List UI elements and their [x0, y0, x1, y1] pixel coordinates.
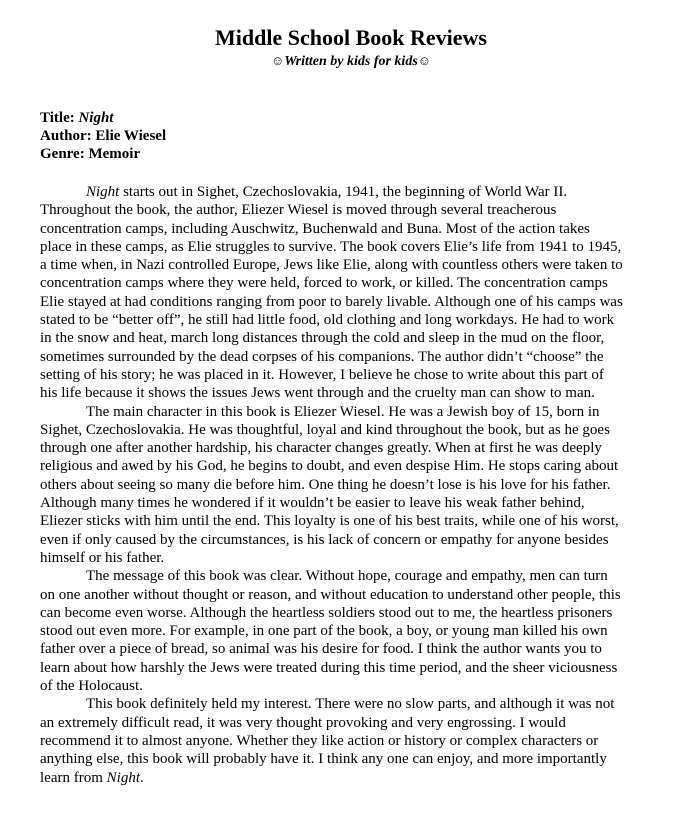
text-line: [40, 366, 666, 384]
book-info: [40, 109, 662, 163]
book-title-label: Title:: [40, 110, 75, 126]
line-text: recommend it to almost anyone. Whether they like action or history or complex characters or: [40, 732, 599, 749]
text-line: [40, 348, 666, 366]
book-author-value: Elie Wiesel: [95, 128, 167, 144]
text-line: [40, 384, 666, 402]
book-author-row: [40, 127, 662, 145]
line-text: The main character in this book is Eliezer Wiesel. He was a Jewish boy of 15, born in: [86, 403, 600, 420]
text-line: [40, 183, 666, 201]
text-line: [40, 256, 666, 274]
book-title-ref: Night: [106, 769, 140, 786]
line-text: starts out in Sighet, Czechoslovakia, 1941, the beginning of World War II.: [119, 184, 568, 200]
text-line: [40, 586, 666, 604]
line-text: Sighet, Czechoslovakia. He was thoughtful, loyal and kind throughout the book, but as he goes: [40, 421, 610, 438]
line-text: in the snow and heat, march long distances through the cold and sleep in the mud on the floor,: [40, 330, 605, 347]
subtitle-text: Written by kids for kids: [284, 54, 418, 69]
line-text: concentration camps where they were held, forced to work, or killed. The concentration camps: [40, 275, 608, 292]
line-text: Eliezer sticks with him until the end. This loyalty is one of his best traits, while one of his worst,: [40, 513, 619, 530]
text-line: [40, 329, 666, 347]
line-text: setting of his story; he was placed in it. However, I believe he chose to write about this part of: [40, 366, 604, 383]
text-line: [40, 274, 666, 292]
review-paragraph: [40, 567, 666, 695]
line-text: his life because it shows the issues Jews went through and the cruelty man can show to man.: [40, 385, 595, 402]
text-line: [40, 439, 666, 457]
text-line: [40, 695, 666, 713]
line-text: anything else, this book will probably have it. I think any one can enjoy, and more importantly: [40, 751, 607, 768]
text-line: [40, 714, 666, 732]
line-text: through one after another hardship, his character changes greatly. When at first he was deeply: [40, 440, 602, 457]
line-text: a time when, in Nazi controlled Europe, Jews like Elie, along with countless others were taken to: [40, 257, 623, 274]
book-genre-value: Memoir: [88, 146, 141, 162]
text-line: [40, 622, 666, 640]
line-text: others about seeing so many die before him. One thing he doesn’t lose is his love for his father.: [40, 476, 611, 493]
book-title-value: Night: [78, 110, 114, 126]
text-line: [40, 201, 666, 219]
line-text: The message of this book was clear. Without hope, courage and empathy, men can turn: [86, 568, 608, 585]
text-line: [40, 659, 666, 677]
review-paragraph: [40, 695, 666, 786]
smiley-icon: ☺: [270, 53, 285, 68]
text-line: [40, 293, 666, 311]
text-line: [40, 604, 666, 622]
line-text: Throughout the book, the author, Eliezer Wiesel is moved through several treacherous: [40, 202, 557, 219]
text-line: [40, 512, 666, 530]
smiley-icon: ☺: [417, 53, 432, 68]
text-line: [40, 220, 666, 238]
line-text: learn about how harshly the Jews were treated during this time period, and the sheer viciousness: [40, 659, 618, 676]
line-text: even if only caused by the circumstances, is his lack of concern or empathy for anyone besides: [40, 531, 609, 548]
page-title: Middle School Book Reviews: [215, 25, 487, 50]
review-paragraph: [40, 403, 666, 568]
line-text: religious and awed by his God, he begins to doubt, and even despise Him. He stops caring about: [40, 458, 619, 475]
line-text: learn from: [40, 769, 107, 786]
line-text: father over a piece of bread, so animal was his desire for food. I think the author wants you to: [40, 641, 602, 658]
text-line: [40, 567, 666, 585]
book-genre-label: Genre:: [40, 146, 85, 162]
line-text: himself or his father.: [40, 549, 165, 566]
line-text: place in these camps, as Elie struggles to survive. The book covers Elie’s life from 1941 to 1945,: [40, 238, 622, 255]
text-line: [40, 403, 666, 421]
text-line: [40, 640, 666, 658]
text-line: [40, 549, 666, 567]
review-paragraph: [40, 183, 666, 403]
book-title-ref: Night: [86, 184, 120, 200]
line-text: .: [139, 769, 144, 786]
line-text: stated to be “better off”, he still had little food, old clothing and long workdays. He had to work: [40, 312, 615, 329]
line-text: Elie stayed at had conditions ranging from poor to barely livable. Although one of his camps was: [40, 293, 623, 310]
line-text: concentration camps, including Auschwitz, Buchenwald and Buna. Most of the action takes: [40, 220, 590, 237]
line-text: on one another without thought or reason, and without education to understand other people, this: [40, 586, 621, 603]
document-page: [40, 24, 662, 787]
line-text: Although many times he wondered if it wouldn’t be easier to leave his weak father behind,: [40, 495, 585, 512]
line-text: an extremely difficult read, it was very thought provoking and very engrossing. I would: [40, 714, 566, 731]
book-author-label: Author:: [40, 128, 92, 144]
text-line: [40, 421, 666, 439]
text-line: [40, 769, 666, 787]
line-text: of the Holocaust.: [40, 678, 143, 695]
text-line: [40, 494, 666, 512]
text-line: [40, 531, 666, 549]
line-text: sometimes surrounded by the dead corpses of his companions. The author didn’t “choose” the: [40, 348, 604, 365]
page-subtitle: [40, 52, 662, 71]
book-genre-row: [40, 145, 662, 163]
text-line: [40, 750, 666, 768]
text-line: [40, 311, 666, 329]
line-text: stood out even more. For example, in one part of the book, a boy, or young man killed his own: [40, 623, 608, 640]
review-body: [40, 183, 666, 787]
text-line: [40, 677, 666, 695]
text-line: [40, 457, 666, 475]
text-line: [40, 238, 666, 256]
line-text: This book definitely held my interest. There were no slow parts, and although it was not: [86, 696, 615, 713]
text-line: [40, 476, 666, 494]
text-line: [40, 732, 666, 750]
book-title-row: [40, 109, 662, 127]
line-text: can become even worse. Although the heartless soldiers stood out to me, the heartless prisoners: [40, 604, 613, 621]
